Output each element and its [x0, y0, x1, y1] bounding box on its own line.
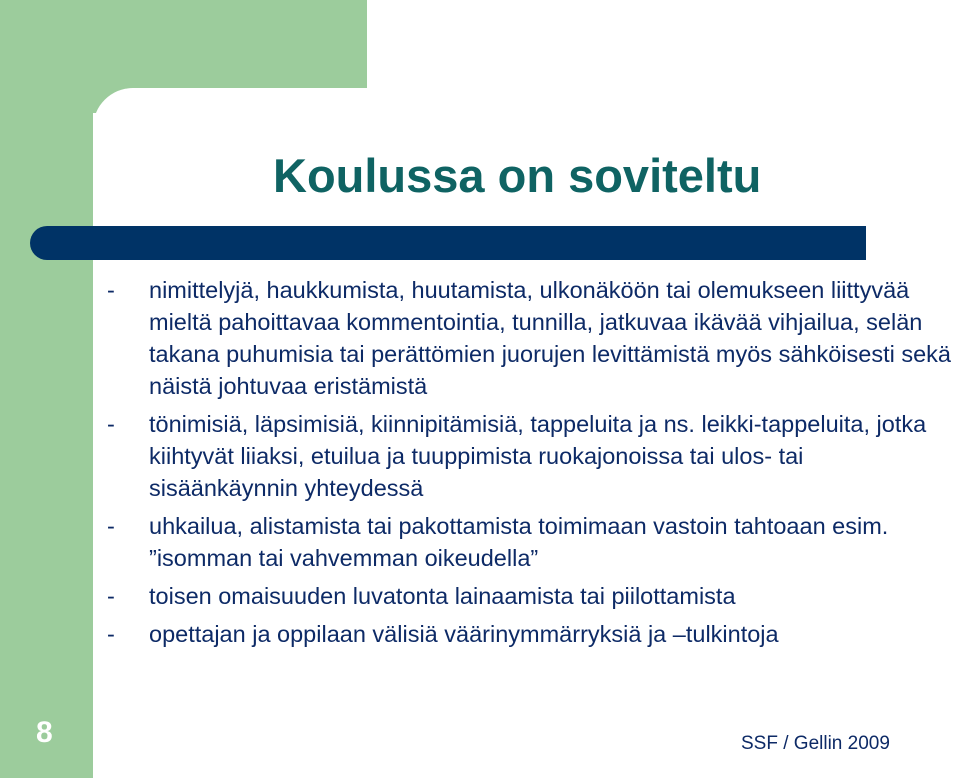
footer-credit: SSF / Gellin 2009	[741, 733, 890, 754]
list-item-text: tönimisiä, läpsimisiä, kiinnipitämisiä, tappeluita ja ns. leikki-tappeluita, jotka kiihtyvät liiaksi, etuilua ja tuuppimista ruokajonoissa tai ulos- tai sisäänkäynnin yhteydessä	[149, 411, 927, 501]
slide-title: Koulussa on soviteltu	[273, 149, 762, 202]
list-item	[107, 408, 952, 504]
list-item-text: opettajan ja oppilaan välisiä väärinymmärryksiä ja –tulkintoja	[149, 621, 779, 647]
bullet-dash: -	[107, 583, 115, 609]
bullet-dash: -	[107, 513, 115, 539]
list-item	[107, 274, 952, 402]
bullet-dash: -	[107, 277, 115, 303]
list-item-text: nimittelyjä, haukkumista, huutamista, ulkonäköön tai olemukseen liittyvää mieltä pahoittavaa kommentointia, tunnilla, jatkuvaa ikävää vihjailua, selän takana puhumisia tai perättömien juorujen levittämistä myös sähköisesti sekä näistä johtuvaa eristämistä	[149, 277, 952, 399]
list-item	[107, 580, 952, 612]
bullet-list	[107, 274, 952, 656]
list-item-text: uhkailua, alistamista tai pakottamista toimimaan vastoin tahtoaan esim. ”isomman tai vahvemman oikeudella”	[149, 513, 889, 571]
list-item	[107, 510, 952, 574]
bullet-dash: -	[107, 621, 115, 647]
green-side-band	[0, 0, 93, 778]
list-item	[107, 618, 952, 650]
page-number: 8	[36, 716, 53, 749]
list-item-text: toisen omaisuuden luvatonta lainaamista tai piilottamista	[149, 583, 736, 609]
bullet-dash: -	[107, 411, 115, 437]
title-rule	[30, 226, 866, 260]
